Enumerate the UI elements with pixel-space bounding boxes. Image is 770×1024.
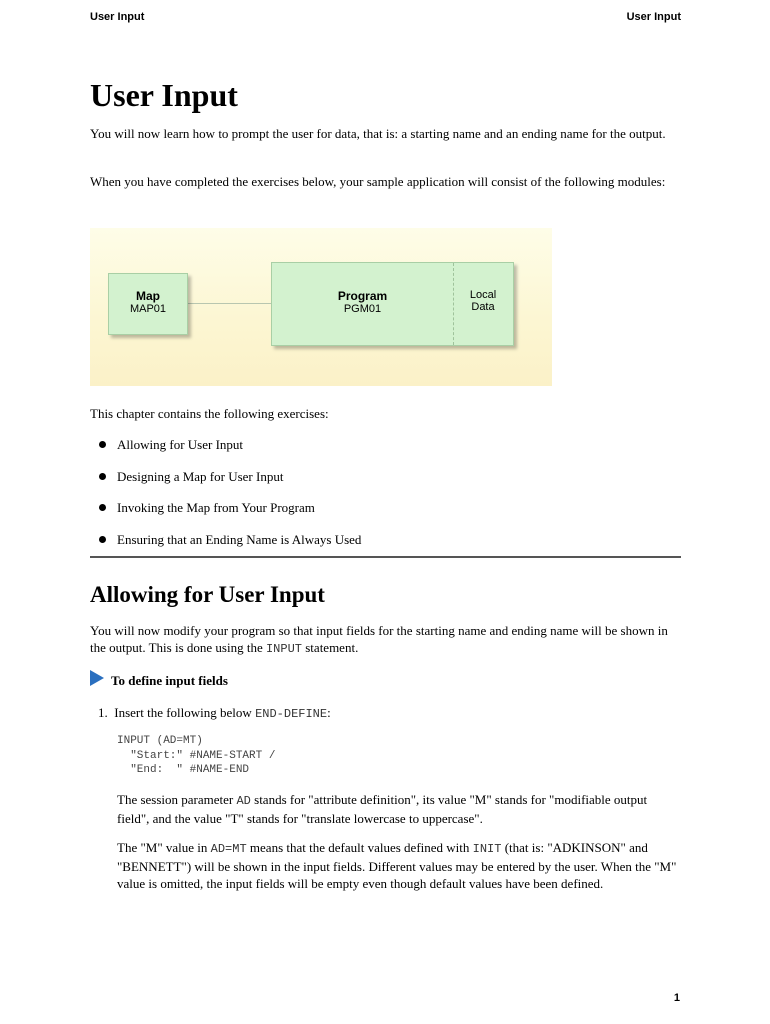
note-paragraph-2 (117, 839, 680, 892)
diagram-connector (187, 303, 271, 304)
exercises-intro: This chapter contains the following exercises: (90, 406, 329, 421)
note1-a: The session parameter (117, 792, 237, 807)
map-title: Map (136, 289, 160, 303)
inline-code-ad-mt: AD=MT (210, 842, 247, 856)
intro-paragraph-2: When you have completed the exercises below, your sample application will consist of the following modules: (90, 174, 666, 189)
page-title: User Input (90, 77, 238, 113)
note2-a: The "M" value in (117, 840, 211, 855)
exercise-list (90, 436, 361, 562)
section-text-b: statement. (302, 640, 359, 655)
intro-paragraph-1: You will now learn how to prompt the user for data, that is: a starting name and an ending name for the output. (90, 126, 666, 141)
running-header (90, 11, 681, 27)
code-block: INPUT (AD=MT) "Start:" #NAME-START / "End: " #NAME-END (117, 735, 276, 776)
section-text-a: You will now modify your program so that input fields for the starting name and ending name will be shown in the output. This is done using the (90, 623, 668, 655)
bullet-icon (99, 441, 106, 448)
exercise-link[interactable]: Allowing for User Input (117, 437, 244, 452)
map-name: MAP01 (129, 303, 167, 315)
bullet-icon (99, 536, 106, 543)
list-item[interactable] (90, 468, 361, 500)
program-name: PGM01 (343, 303, 382, 315)
list-item[interactable] (90, 436, 361, 468)
header-right: User Input (626, 11, 681, 23)
local-line-2: Data (471, 301, 495, 313)
note1-c: stands for "attribute definition", its value "M" stands for "modifiable output field", and the value "T" stands for "translate lowercase to uppercase". (117, 792, 648, 826)
inline-code-ad: AD (236, 794, 251, 808)
section-title: Allowing for User Input (90, 582, 325, 607)
note2-e: (that is: "ADKINSON" and "BENNETT") will be shown in the input fields. Different values may be entered by the user. When the "M" value is omitted, the input fields will be empty even though default values have been defined. (117, 840, 677, 891)
header-left: User Input (90, 11, 145, 23)
inline-code-init: INIT (472, 842, 502, 856)
step-1 (98, 704, 331, 723)
bullet-icon (99, 504, 106, 511)
program-box (271, 262, 514, 346)
section-paragraph (90, 622, 680, 658)
list-item[interactable] (90, 499, 361, 531)
local-line-1: Local (469, 289, 497, 301)
program-title: Program (337, 289, 388, 303)
section-divider (90, 556, 681, 558)
bullet-icon (99, 473, 106, 480)
note2-c: means that the default values defined with (246, 840, 473, 855)
note-paragraph-1 (117, 791, 680, 827)
inline-code-input: INPUT (265, 642, 302, 656)
exercise-link[interactable]: Ensuring that an Ending Name is Always Used (117, 531, 362, 547)
step-text-a: Insert the following below (114, 705, 256, 720)
exercise-link[interactable]: Designing a Map for User Input (117, 468, 284, 484)
inline-code-end-define: END-DEFINE (255, 707, 328, 721)
play-arrow-icon (90, 670, 104, 686)
module-diagram (90, 228, 552, 386)
local-data (453, 289, 513, 313)
step-text-b: : (327, 705, 331, 720)
exercise-link[interactable]: Invoking the Map from Your Program (117, 500, 315, 515)
page-number: 1 (673, 992, 680, 1004)
procedure-label: To define input fields (111, 673, 228, 688)
map-box (108, 273, 188, 335)
step-number: 1. (98, 705, 108, 720)
